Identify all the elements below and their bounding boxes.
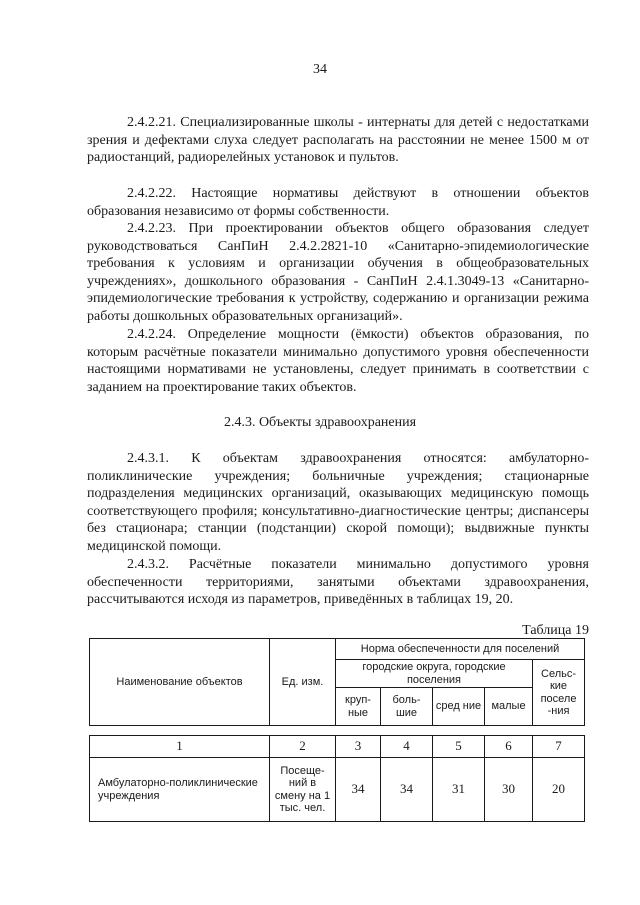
row-unit: Посеще-ний в смену на 1 тыс. чел. [270, 758, 336, 822]
paragraph-2-4-2-22: 2.4.2.22. Настоящие нормативы действуют в отношении объектов образования независимо от формы собственности. [87, 186, 589, 219]
paragraph-2-4-2-21: 2.4.2.21. Специализированные школы - интернаты для детей с недостатками зрения и дефектами слуха следует располагать на расстоянии не менее 1500 м от радиостанций, радиорелейных установок и пультов. [87, 115, 589, 166]
header-unit: Ед. изм. [270, 639, 336, 726]
header-medium: сред ние [433, 688, 485, 726]
table-header [89, 638, 585, 726]
header-urban: городские округа, городские поселения [336, 660, 533, 688]
row-value-rural: 20 [533, 758, 585, 822]
column-number: 7 [533, 736, 585, 758]
page-number: 34 [313, 62, 327, 77]
paragraph-2-4-2-24: 2.4.2.24. Определение мощности (ёмкости) объектов образования, по которым расчётные показатели минимально допустимого уровня обеспеченности настоящими нормативами не установлены, следует принимать в соответствии с заданием на проектирование таких объектов. [87, 327, 589, 395]
header-rural: Сельс-кие поселе -ния [533, 660, 585, 726]
table-body [89, 735, 585, 822]
column-number: 6 [485, 736, 533, 758]
header-large: круп-ные [336, 688, 381, 726]
header-small: малые [485, 688, 533, 726]
header-big: боль-шие [381, 688, 433, 726]
header-norm: Норма обеспеченности для поселений [336, 639, 585, 660]
table-row [90, 758, 585, 822]
row-value-medium: 31 [433, 758, 485, 822]
row-name: Амбулаторно-поликлинические учреждения [90, 758, 270, 822]
paragraph-2-4-2-23: 2.4.2.23. При проектировании объектов общего образования следует руководствоваться СанПиН 2.4.2.2821-10 «Санитарно-эпидемиологические требования к условиям и организации обучения в общеобразовательных учреждениях», дошкольного образования - СанПиН 2.4.1.3049-13 «Санитарно-эпидемиологические требования к устройству, содержанию и организации режима работы дошкольных образовательных организаций». [87, 221, 589, 324]
column-number: 5 [433, 736, 485, 758]
paragraph-2-4-3-1: 2.4.3.1. К объектам здравоохранения относятся: амбулаторно-поликлинические учреждения; больничные учреждения; стационарные подразделения медицинских организаций, оказывающих медицинскую помощь соответствующего профиля; консультативно-диагностические центры; диспансеры без стационара; станции (подстанции) скорой помощи); выдвижные пункты медицинской помощи. [87, 451, 589, 554]
column-number: 1 [90, 736, 270, 758]
paragraph-2-4-3-2: 2.4.3.2. Расчётные показатели минимально допустимого уровня обеспеченности территориями, занятыми объектами здравоохранения, рассчитываются исходя из параметров, приведённых в таблицах 19, 20. [87, 557, 589, 608]
row-value-big: 34 [381, 758, 433, 822]
section-title: 2.4.3. Объекты здравоохранения [223, 415, 417, 430]
row-value-small: 30 [485, 758, 533, 822]
table-label: Таблица 19 [522, 623, 589, 638]
column-number: 2 [270, 736, 336, 758]
column-number: 4 [381, 736, 433, 758]
column-number: 3 [336, 736, 381, 758]
header-name: Наименование объектов [90, 639, 270, 726]
row-value-large: 34 [336, 758, 381, 822]
